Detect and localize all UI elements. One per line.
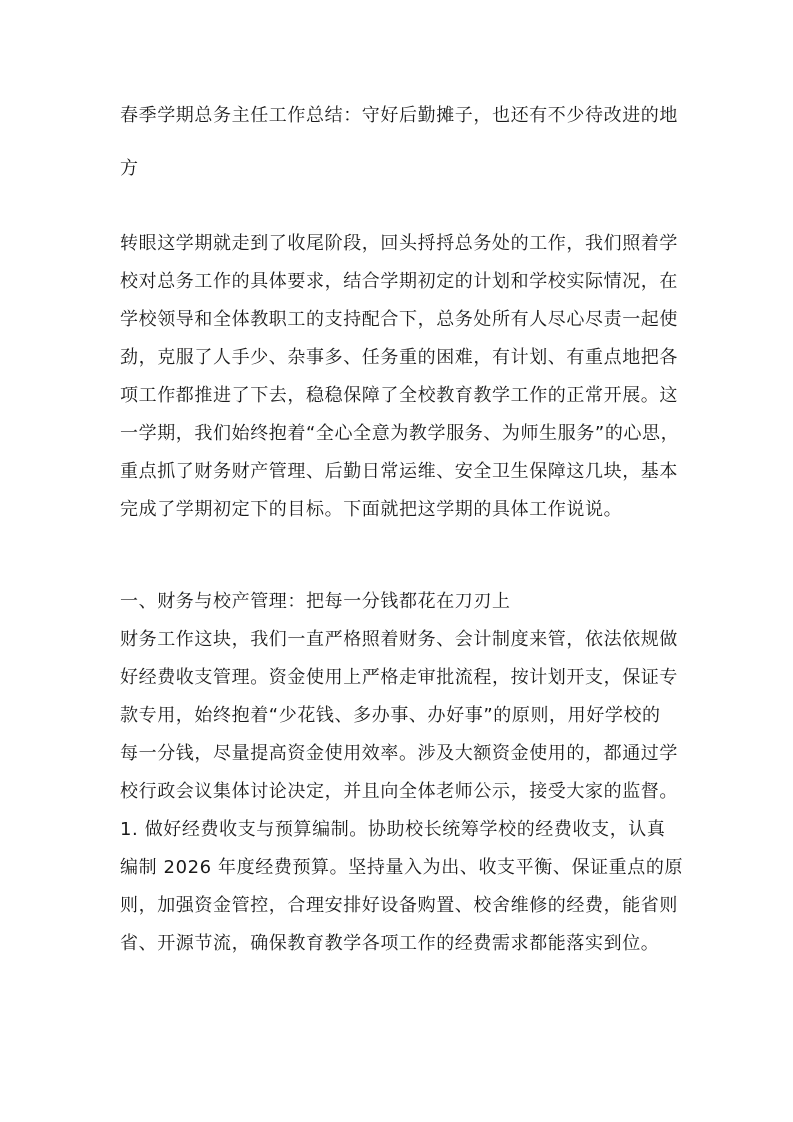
intro-line-1: 转眼这学期就走到了收尾阶段，回头捋捋总务处的工作，我们照着学 <box>120 233 678 254</box>
section-line-2: 好经费收支管理。资金使用上严格走审批流程，按计划开支，保证专 <box>120 667 678 688</box>
section-heading: 一、财务与校产管理：把每一分钱都花在刀刃上 <box>120 591 511 612</box>
intro-line-3: 学校领导和全体教职工的支持配合下，总务处所有人尽心尽责一起使 <box>120 309 678 330</box>
intro-line-7: 重点抓了财务财产管理、后勤日常运维、安全卫生保障这几块，基本 <box>120 461 678 482</box>
section-line-5: 校行政会议集体讨论决定，并且向全体老师公示，接受大家的监督。 <box>120 781 678 802</box>
section-line-4: 每一分钱，尽量提高资金使用效率。涉及大额资金使用的，都通过学 <box>120 743 678 764</box>
section-line-6: 1. 做好经费收支与预算编制。协助校长统筹学校的经费收支，认真 <box>120 819 666 840</box>
section-line-8: 则，加强资金管控，合理安排好设备购置、校舍维修的经费，能省则 <box>120 895 678 916</box>
title-line-1: 春季学期总务主任工作总结：守好后勤摊子，也还有不少待改进的地 <box>120 105 678 126</box>
section-line-7: 编制 2026 年度经费预算。坚持量入为出、收支平衡、保证重点的原 <box>120 857 684 878</box>
intro-line-2: 校对总务工作的具体要求，结合学期初定的计划和学校实际情况，在 <box>120 271 678 292</box>
intro-line-6: 一学期，我们始终抱着“全心全意为教学服务、为师生服务”的心思， <box>120 423 680 444</box>
section-line-1: 财务工作这块，我们一直严格照着财务、会计制度来管，依法依规做 <box>120 629 678 650</box>
intro-line-5: 项工作都推进了下去，稳稳保障了全校教育教学工作的正常开展。这 <box>120 385 678 406</box>
intro-line-4: 劲，克服了人手少、杂事多、任务重的困难，有计划、有重点地把各 <box>120 347 678 368</box>
intro-line-8: 完成了学期初定下的目标。下面就把这学期的具体工作说说。 <box>120 499 623 520</box>
section-line-9: 省、开源节流，确保教育教学各项工作的经费需求都能落实到位。 <box>120 933 660 954</box>
section-line-3: 款专用，始终抱着“少花钱、多办事、办好事”的原则，用好学校的 <box>120 705 661 726</box>
title-line-2: 方 <box>120 158 139 179</box>
